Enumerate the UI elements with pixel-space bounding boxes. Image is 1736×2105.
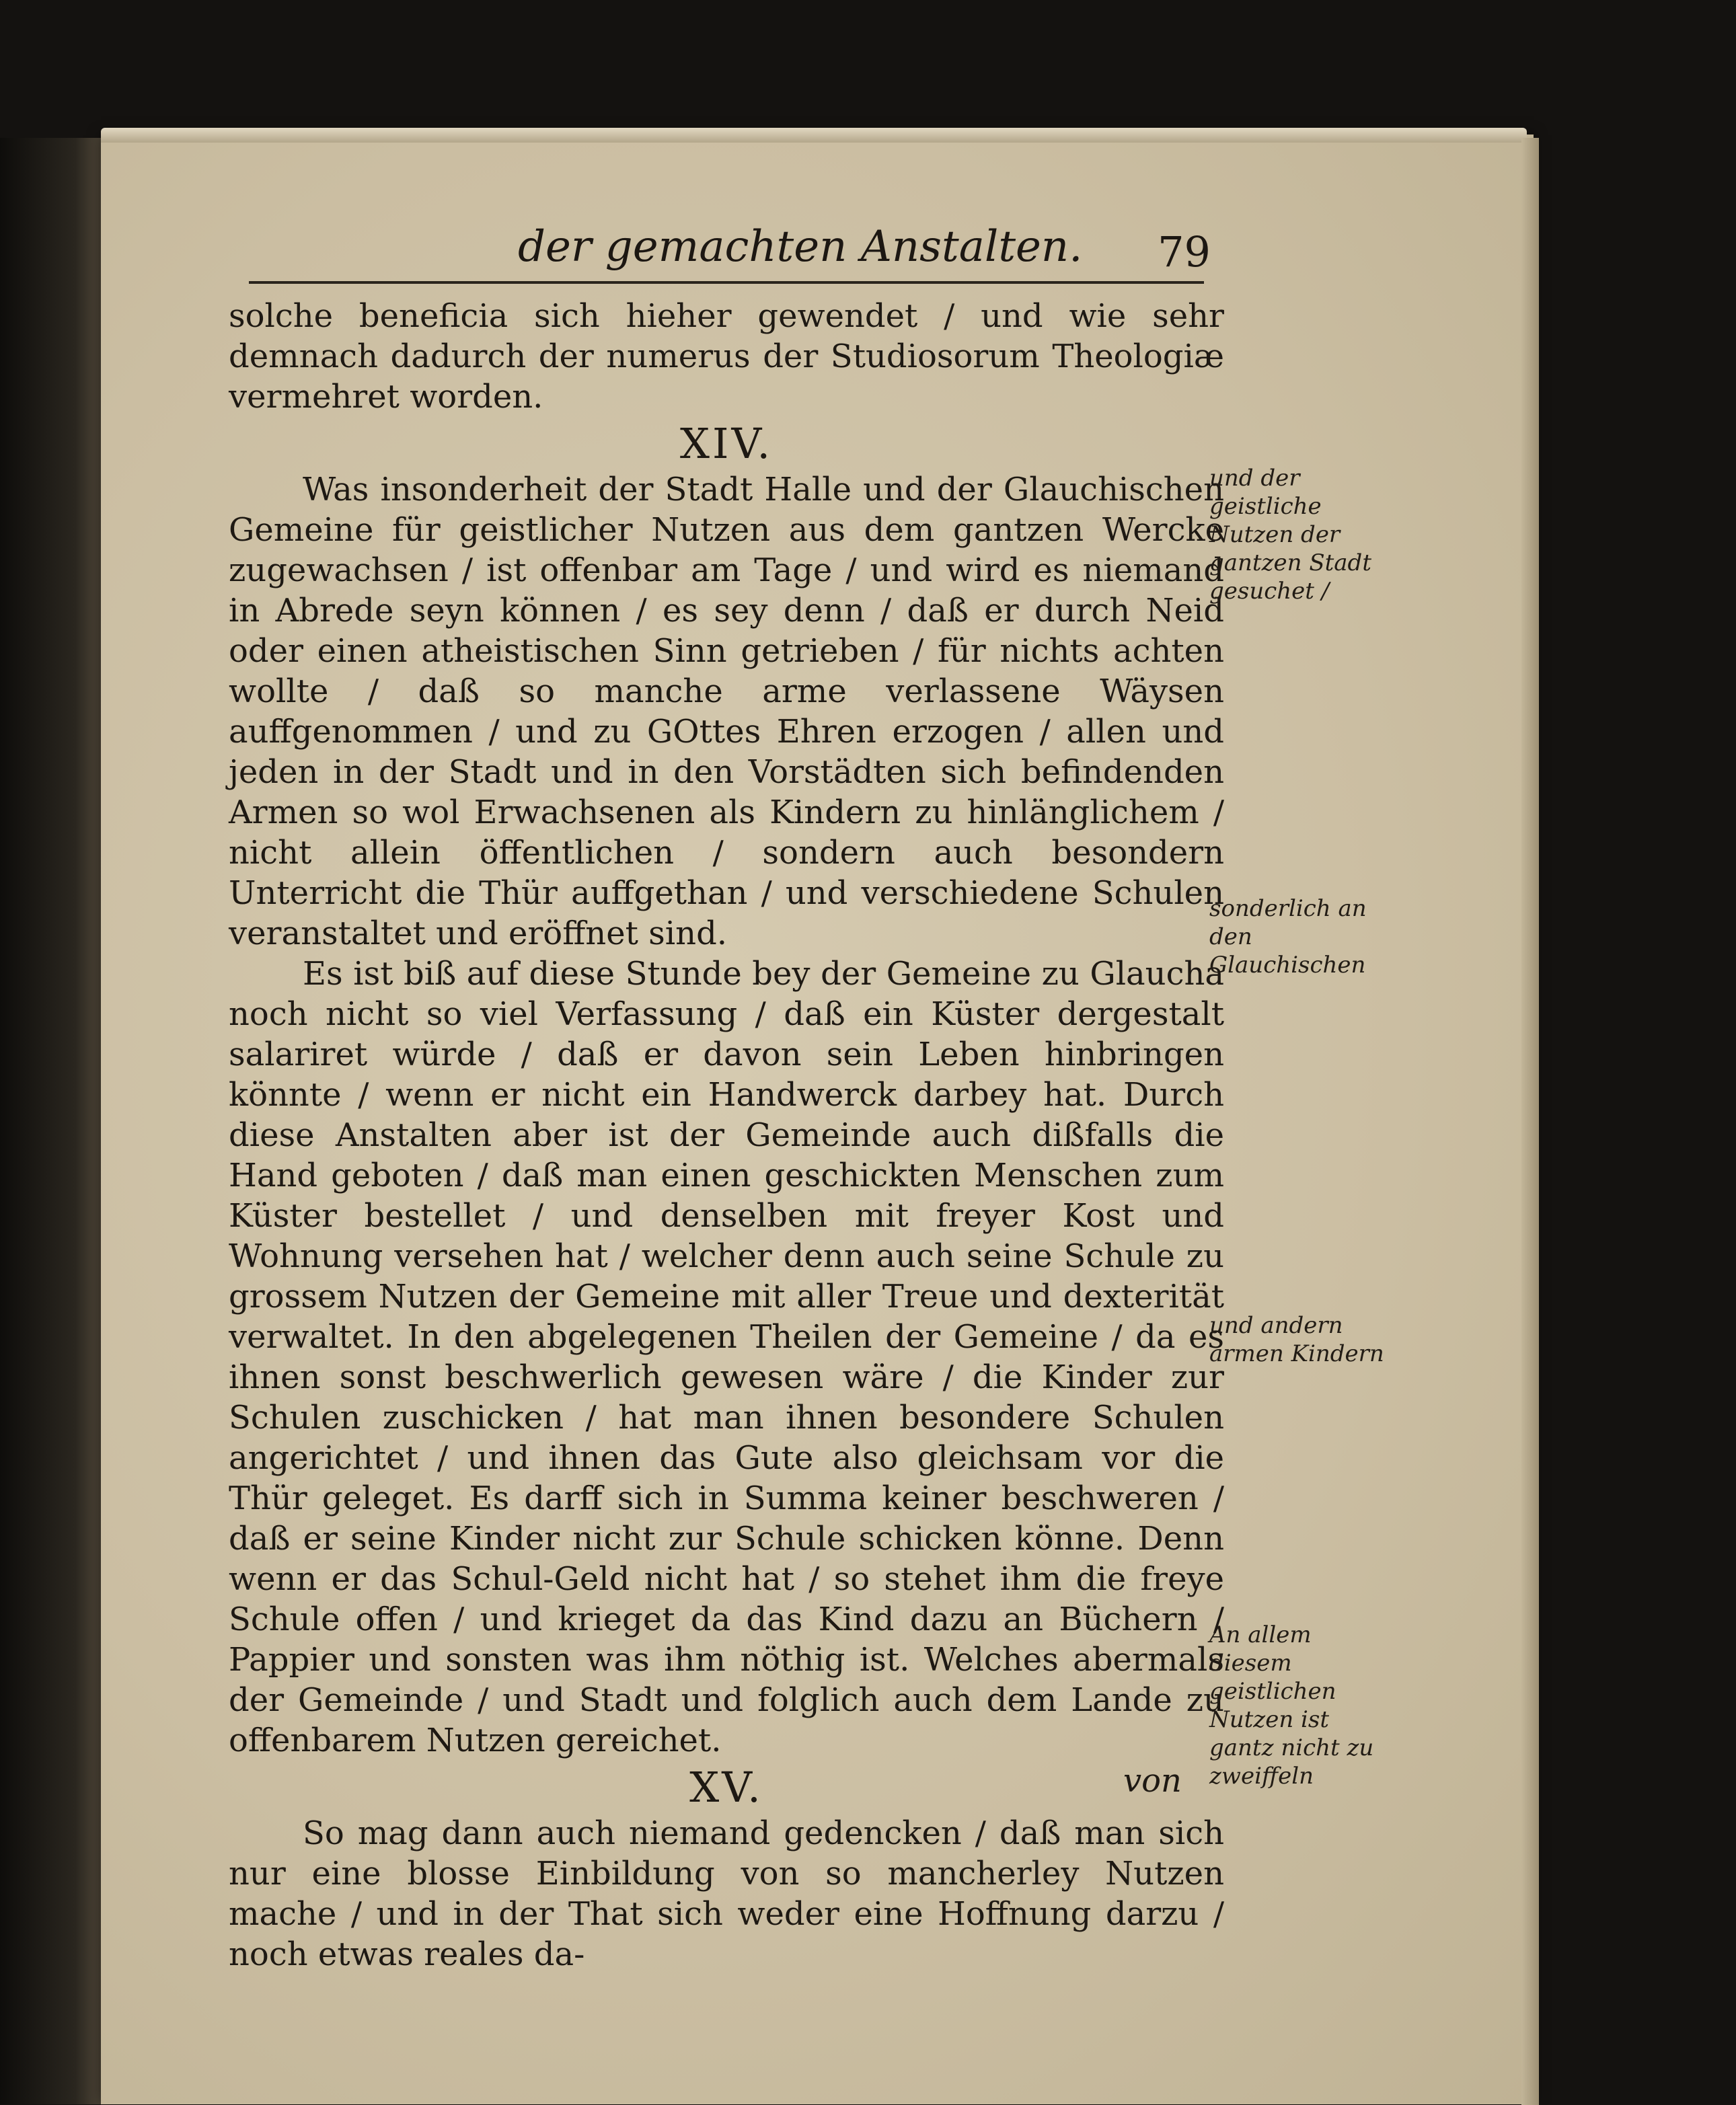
page-number: 79 (1158, 227, 1211, 276)
page-header (242, 222, 1211, 289)
margin-note-3: und andern armen Kindern (1209, 1312, 1384, 1367)
margin-note-4: An allem diesem geistlichen Nutzen ist gantz nicht zu zweiffeln (1209, 1621, 1374, 1790)
page-edge-right (1521, 138, 1539, 2105)
section-heading-xv: XV. (689, 1763, 763, 1812)
paragraph-xiv-2: Es ist biß auf diese Stunde bey der Gemeine zu Glaucha noch nicht so viel Verfassung / daß ein Küster dergestalt salariret würde / daß er davon sein Leben hinbringen könnte / wenn er nicht ein Handwerck darbey hat. Durch diese Anstalten aber ist der Gemeinde auch dißfalls die Hand geboten / daß man einen geschickten Menschen zum Küster bestellet / und denselben mit freyer Kost und Wohnung versehen hat / welcher denn auch seine Schule zu grossem Nutzen der Gemeine mit aller Treue und dexterität verwaltet. In den abgelegenen Theilen der Gemeine / da es ihnen sonst beschwerlich gewesen wäre / die Kinder zur Schulen zuschicken / hat man ihnen besondere Schulen angerichtet / und ihnen das Gute also gleichsam vor die Thür geleget. Es darff sich in Summa keiner beschweren / daß er seine Kinder nicht zur Schule schicken könne. Denn wenn er das Schul-Geld nicht hat / so stehet ihm die freye Schule offen / und krieget da das Kind dazu an Büchern / Pappier und sonsten was ihm nöthig ist. Welches abermals der Gemeinde / und Stadt und folglich auch dem Lande zu offenbarem Nutzen gereichet. (229, 955, 1224, 1759)
paragraph-intro: solche beneficia sich hieher gewendet / und wie sehr demnach dadurch der numerus der Studiosorum Theologiæ vermehret worden. (229, 297, 1224, 416)
paragraph-xiv-1: Was insonderheit der Stadt Halle und der Glauchischen Gemeine für geistlicher Nutzen aus dem gantzen Wercke zugewachsen / ist offenbar am Tage / und wird es niemand in Abrede seyn können / es sey denn / daß er durch Neid oder einen atheistischen Sinn getrieben / für nichts achten wollte / daß so manche arme verlassene Wäysen auffgenommen / und zu GOttes Ehren erzogen / allen und jeden in der Stadt und in den Vorstädten sich befindenden Armen so wol Erwachsenen als Kindern zu hinlänglichem / nicht allein öffentlichen / sondern auch besondern Unterricht die Thür auffgethan / und verschiedene Schulen veranstaltet und eröffnet sind. (229, 471, 1224, 952)
running-title: der gemachten Anstalten. (518, 222, 1083, 272)
catchword: von (1123, 1762, 1182, 1800)
section-heading-xiv: XIV. (679, 419, 773, 468)
margin-note-1: und der geistliche Nutzen der gantzen Stadt gesuchet / (1209, 465, 1371, 605)
header-rule (249, 281, 1204, 284)
margin-note-2: sonderlich an den Glauchischen (1209, 895, 1367, 979)
page-edge-top (101, 128, 1527, 143)
book-gutter (0, 138, 108, 2104)
body-text (229, 296, 1224, 1975)
paragraph-xv-1: So mag dann auch niemand gedencken / daß man sich nur eine blosse Einbildung von so mancherley Nutzen mache / und in der That sich weder eine Hoffnung darzu / noch etwas reales da- (229, 1814, 1224, 1973)
